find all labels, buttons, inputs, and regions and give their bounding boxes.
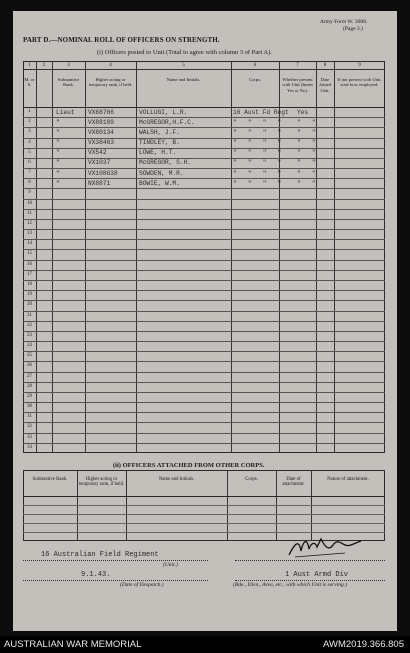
column-number: 7 <box>296 62 299 68</box>
row-number: 27 <box>27 373 32 379</box>
row-number: 10 <box>27 200 32 206</box>
row-number: 24 <box>27 343 32 349</box>
column-rule <box>334 61 335 453</box>
officer-name: McGREGOR, S.H. <box>139 159 191 167</box>
row-number: 33 <box>27 434 32 440</box>
row-number: 9 <box>28 190 31 196</box>
officer-number: VX542 <box>88 149 107 157</box>
unit-value: 16 Australian Field Regiment <box>41 551 159 559</box>
row-number: 29 <box>27 393 32 399</box>
row-number: 30 <box>27 404 32 410</box>
officer-rank: " <box>56 128 60 136</box>
column-number: 1 <box>28 62 31 68</box>
row-number: 15 <box>27 251 32 257</box>
row-number: 12 <box>27 220 32 226</box>
officer-present: " " <box>297 128 316 136</box>
date-label: (Date of Despatch.) <box>120 582 164 588</box>
row-number: 32 <box>27 424 32 430</box>
officer-corps: 16 Aust Fd Regt <box>233 108 289 116</box>
officer-name: BOWIE, W.M. <box>139 179 180 187</box>
attached-column-header: Higher acting or temporary rank, if held. <box>78 477 125 488</box>
row-number: 5 <box>28 149 31 155</box>
row-number: 23 <box>27 332 32 338</box>
row-number: 34 <box>27 444 32 450</box>
archive-name: AUSTRALIAN WAR MEMORIAL <box>4 639 142 650</box>
officer-name: VOLLUGI, L.R. <box>139 108 188 116</box>
column-rule <box>36 61 37 453</box>
unit-rule <box>23 560 208 562</box>
number-row-rule <box>23 69 385 70</box>
column-rule <box>52 61 53 453</box>
officer-corps: " " " " <box>233 128 282 136</box>
row-number: 11 <box>27 210 32 216</box>
officer-rank: " <box>56 169 60 177</box>
officer-name: McGREGOR,H.F.C. <box>139 118 195 126</box>
table-border <box>23 61 385 453</box>
column-header: Date Joined Unit. <box>319 77 331 93</box>
form-sheet <box>13 11 397 631</box>
attached-header-rule <box>23 496 385 497</box>
officer-name: TINDLEY, B. <box>139 139 180 147</box>
officer-present: " " <box>297 149 316 157</box>
row-number: 17 <box>27 271 32 277</box>
row-number: 4 <box>28 139 31 145</box>
row-number: 3 <box>28 129 31 135</box>
officer-number: NX8871 <box>88 179 111 187</box>
section-ii-title: (ii) OFFICERS ATTACHED FROM OTHER CORPS. <box>113 462 265 469</box>
officer-name: LOWE, H.T. <box>139 149 177 157</box>
column-number: 9 <box>358 62 361 68</box>
column-number: 4 <box>109 62 112 68</box>
signature <box>285 533 365 561</box>
row-number: 16 <box>27 261 32 267</box>
unit-label: (Unit.) <box>163 562 178 568</box>
archive-accession: AWM2019.366.805 <box>323 639 404 650</box>
officer-rank: " <box>56 159 60 167</box>
officer-present: " " <box>297 118 316 126</box>
row-number: 2 <box>28 119 31 125</box>
row-number: 25 <box>27 353 32 359</box>
row-number: 13 <box>27 231 32 237</box>
row-number: 31 <box>27 414 32 420</box>
officer-corps: " " " " <box>233 159 282 167</box>
column-number: 3 <box>67 62 70 68</box>
part-title: PART D.—NOMINAL ROLL OF OFFICERS ON STRENGTH. <box>23 36 220 44</box>
officer-corps: " " " " <box>233 169 282 177</box>
row-number: 14 <box>27 241 32 247</box>
row-number: 22 <box>27 322 32 328</box>
officer-name: SOWDEN, M.R. <box>139 169 184 177</box>
column-header: If not present with Unit, state how employed. <box>337 77 382 88</box>
officer-present: " " <box>297 169 316 177</box>
officer-number: VX68766 <box>88 108 114 116</box>
column-number: 8 <box>323 62 327 68</box>
officer-rank: Lieut <box>56 108 75 116</box>
column-rule <box>316 61 317 453</box>
officer-present: " " <box>297 139 316 147</box>
attached-column-header: Nature of attachment. <box>327 477 369 482</box>
column-rule <box>136 61 137 453</box>
officer-number: VX1037 <box>88 159 111 167</box>
row-number: 7 <box>28 170 31 176</box>
officer-rank: " <box>56 149 60 157</box>
form-reference: Army Form W. 3008. <box>320 19 368 25</box>
attached-column-header: Substantive Rank. <box>32 477 68 482</box>
date-rule <box>23 580 208 582</box>
signature-rule <box>235 560 385 562</box>
row-number: 1 <box>28 109 31 114</box>
form-page: (Page 3.) <box>343 26 363 32</box>
column-header: Higher acting or temporary rank, if held. <box>88 77 133 88</box>
officer-present: " " <box>297 159 316 167</box>
officer-corps: " " " " <box>233 179 282 187</box>
section-i-title: (i) Officers posted to Unit (Total to agree with column 3 of Part A). <box>97 49 272 56</box>
archive-footer <box>0 636 410 653</box>
attached-column-header: Date of attachment. <box>282 477 305 488</box>
row-number: 20 <box>27 302 32 308</box>
formation-value: 1 Aust Armd Div <box>285 571 349 579</box>
officer-corps: " " " " <box>233 149 282 157</box>
officer-number: VX38463 <box>88 139 114 147</box>
column-header: Whether present with Unit (Insert Yes or No). <box>282 77 313 93</box>
officer-number: VX80134 <box>88 128 114 136</box>
officer-present: Yes <box>297 108 309 116</box>
row-number: 6 <box>28 159 31 165</box>
column-header: Name and Initials. <box>166 77 201 82</box>
date-value: 9.1.43. <box>81 571 111 579</box>
officer-rank: " <box>56 118 60 126</box>
attached-column-header: Name and Initials. <box>158 477 195 482</box>
officer-corps: " " " " <box>233 118 282 126</box>
header-rule <box>23 107 385 108</box>
row-number: 19 <box>27 292 32 298</box>
row-number: 8 <box>28 180 31 186</box>
row-number: 21 <box>27 312 32 318</box>
formation-label: (Bde., Divn., Area, etc., with which Unit is serving.) <box>233 582 347 588</box>
column-rule <box>85 61 86 453</box>
row-number: 18 <box>27 282 32 287</box>
column-header: M. or S. <box>24 77 35 88</box>
column-header: Substantive Rank. <box>57 77 80 88</box>
column-header: Corps. <box>248 77 262 82</box>
column-number: 2 <box>42 62 46 68</box>
column-rule <box>231 61 232 453</box>
officer-rank: " <box>56 139 60 147</box>
officer-present: " " <box>297 179 316 187</box>
row-number: 26 <box>27 363 32 369</box>
officer-rank: " <box>56 179 60 187</box>
row-number: 28 <box>27 383 32 389</box>
officer-name: WALSH, J.F. <box>139 128 180 136</box>
officer-corps: " " " " <box>233 139 282 147</box>
attached-column-header: Corps. <box>245 477 258 482</box>
officer-number: VX108638 <box>88 169 118 177</box>
officer-number: VX88189 <box>88 118 114 126</box>
column-number: 5 <box>182 62 185 68</box>
column-number: 6 <box>253 62 257 68</box>
